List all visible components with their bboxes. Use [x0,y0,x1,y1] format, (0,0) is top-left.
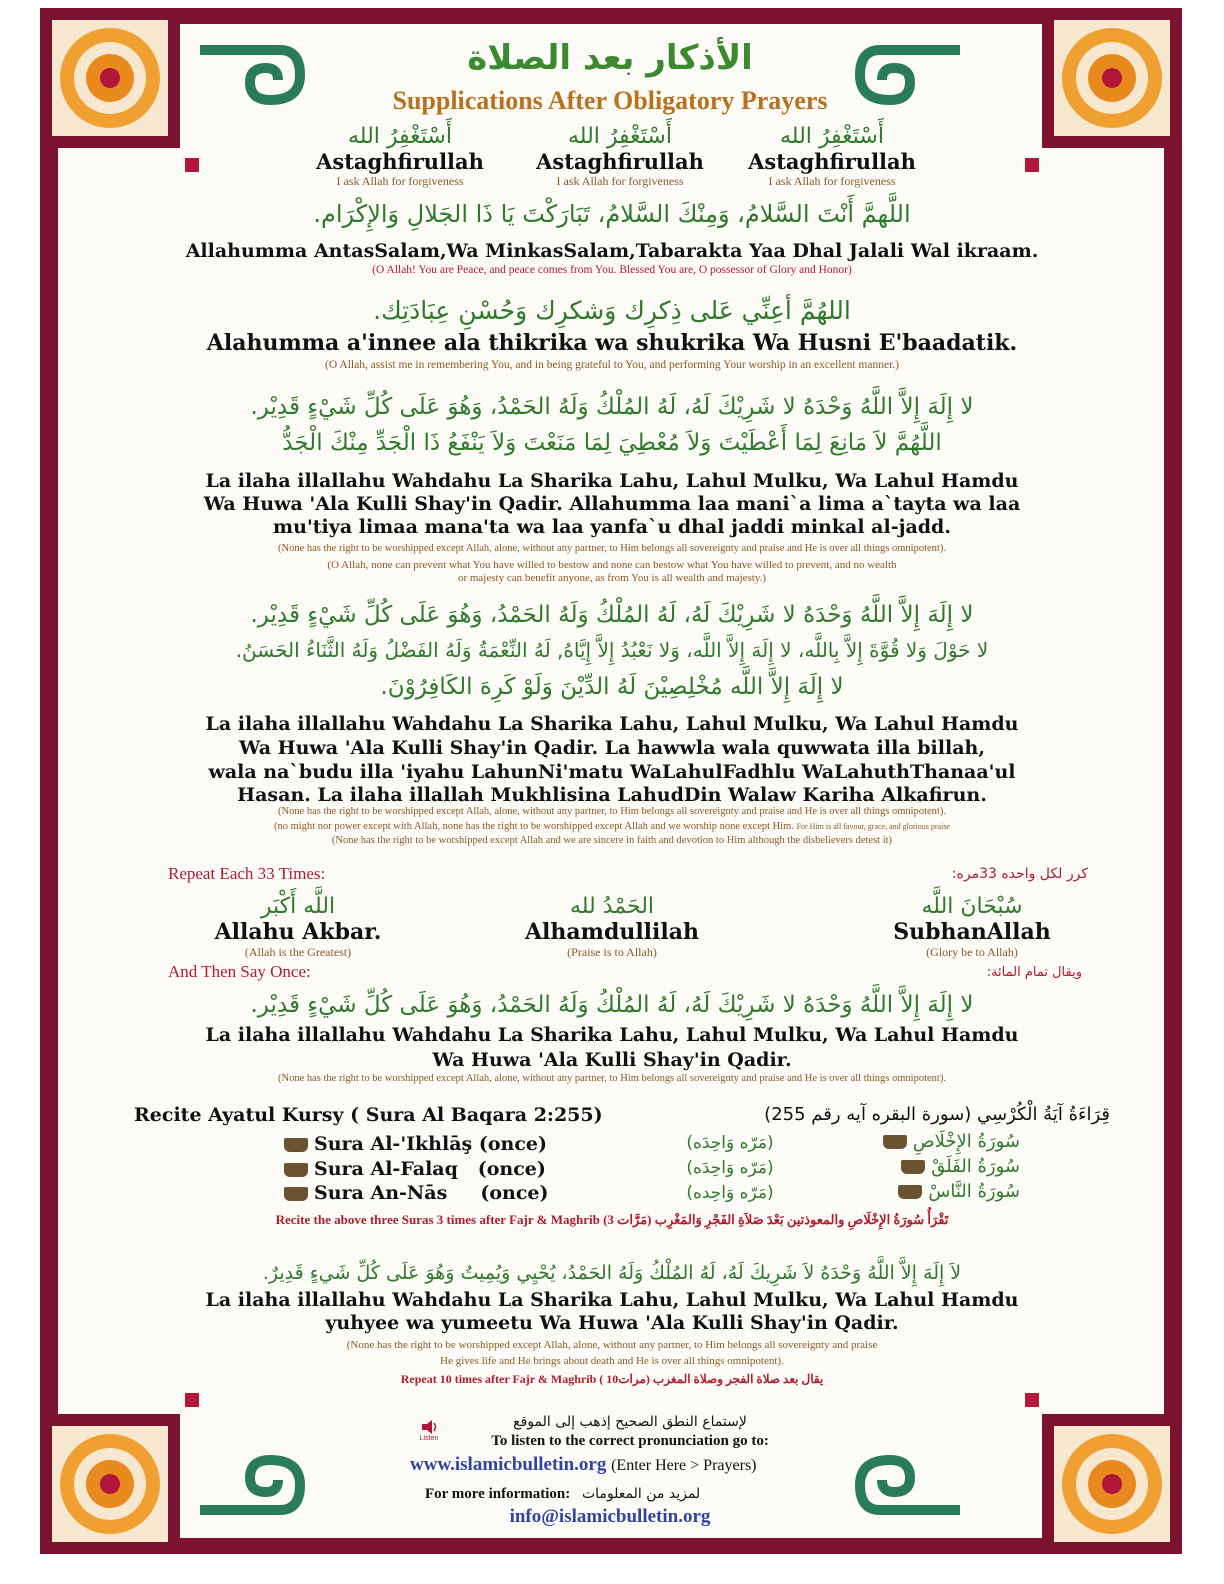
decor-square [1025,1393,1039,1407]
dua4-translation-line: (None has the right to be worshipped except Allah, alone, without any partner, to Him belongs all sovereignty and praise and He is over all things omnipotent). [278,806,946,817]
sura-item-arabic: سُورَةُ الإِخْلَاصِ [820,1131,1020,1152]
tahlil-transliteration-line: La ilaha illallahu Wahdahu La Sharika Lahu, Lahul Mulku, Wa Lahul Hamdu [205,1024,1019,1046]
dua4-transliteration-line: La ilaha illallahu Wahdahu La Sharika Lahu, Lahul Mulku, Wa Lahul Hamdu [205,713,1019,735]
email-link[interactable]: info@islamicbulletin.org [509,1506,711,1527]
repeat-33-label: Repeat Each 33 Times: [168,864,326,883]
sura-item-arabic: سُورَةُ الفَلَقْ [820,1156,1020,1177]
sura-count-arabic: (مَرّه وَاحِدَه) [686,1158,774,1178]
dua3-translation-line: or majesty can benefit anyone, as from You is all wealth and majesty.) [457,572,767,584]
dua2-transliteration: Alahumma a'innee ala thikrika wa shukrika Wa Husni E'baadatik. [206,330,1018,356]
url-line [410,1454,757,1476]
quran-book-icon [284,1138,308,1152]
dua4-translation-line: (None has the right to be worshipped except Allah and we are sincere in faith and devotion to Him although the disbelievers detest it) [331,835,893,846]
website-link[interactable]: www.islamicbulletin.org [410,1454,607,1475]
corner-tile-top-right [1042,8,1182,148]
dua2-translation: (O Allah, assist me in remembering You, and in being grateful to You, and performing Your worship in an excellent manner.) [325,359,899,371]
dua4-translation-line: (no might nor power except with Allah, none has the right to be worshipped except Allah and we worship none except Him. For Him is all favour, grace, and glorious praise [274,821,950,832]
sunburst-icon [1054,20,1170,136]
repeat-33-label-arabic: كرر لكل واحده 33مره: [951,866,1088,882]
sunburst-icon [52,20,168,136]
dua5-arabic: لاَ إِلَهَ إِلاَّ اللَّهُ وَحْدَهُ لاَ شَرِيكَ لَهُ، لَهُ المُلْكُ وَلَهُ الحَمْدُ، يُحْيِي وَيُمِيتُ وَهُوَ عَلَى كُلِّ شَيءٍ قَدِيرٌ. [262,1262,962,1284]
dua2-arabic: اللهُمَّ أعِنِّي عَلى ذِكرِك وَشكرِك وَحُسْنِ عِبَادَتِك. [373,296,851,325]
astaghfirullah-item: أَسْتَغْفِرُ الله Astaghfirullah I ask Allah for forgiveness [316,124,484,188]
decor-square [185,1393,199,1407]
quran-book-icon [901,1160,925,1174]
dua3-translation-line: (None has the right to be worshipped except Allah, alone, without any partner, to Him belongs all sovereignty and praise and He is over all things omnipotent). [278,543,946,554]
sura-count-arabic: (مَرّه وَاحِده) [686,1183,774,1203]
scroll-ornament-icon [850,1420,970,1530]
more-info-line [425,1486,700,1503]
dua3-arabic-line: لا إِلَهَ إِلاَّ اللَّهُ وَحْدَهُ لا شَرِيْكَ لَهُ، لَهُ المُلْكُ وَلَهُ الحَمْدُ، وَهُوَ عَلَى كُلِّ شَيْءٍ قَدِيْر. [250,394,974,420]
dua4-transliteration-line: Hasan. La ilaha illallah Mukhlisina LahudDin Walaw Kariha Alkafirun. [237,784,987,806]
tahlil-translation: (None has the right to be worshipped except Allah, alone, without any partner, to Him belongs all sovereignty and praise and He is over all things omnipotent). [278,1073,946,1084]
dua4-arabic-line: لا إِلَهَ إِلاَّ اللَّهُ وَحْدَهُ لا شَرِيْكَ لَهُ، لَهُ المُلْكُ وَلَهُ الحَمْدُ، وَهُوَ عَلَى كُلِّ شَيْءٍ قَدِيْر. [250,602,974,628]
dua3-transliteration-line: mu'tiya limaa mana'ta wa laa yanfa`u dhal jaddi minkal al-jadd. [273,516,951,538]
sunburst-icon [1054,1426,1170,1542]
tahlil-arabic: لا إِلَهَ إِلاَّ اللَّهُ وَحْدَهُ لا شَرِيْكَ لَهُ، لَهُ المُلْكُ وَلَهُ الحَمْدُ، وَهُوَ عَلَى كُلِّ شَيْءٍ قَدِيْر. [250,992,974,1018]
three-suras-note: Recite the above three Suras 3 times after Fajr & Maghrib (3 مَرَّات) تَقْرَأُ سُورَةُ الإِخْلَاصِ والمعوذتين بَعْدَ صَلاَةِ الفَجْرِ وَالمَغْرِب [275,1212,949,1227]
sura-item: Sura An-Nās (once) [278,1182,549,1204]
dua4-arabic-line: لا إِلَهَ إِلاَّ اللَّه مُخْلِصِيْنَ لَهُ الدِّيْنَ وَلَوْ كَرِهَ الكَافِرُوْنَ. [380,674,844,700]
url-hint: (Enter Here > Prayers) [611,1457,757,1474]
listen-label: Listen [419,1435,439,1442]
sura-item: Sura Al-'Ikhlāş (once) [278,1133,547,1155]
corner-tile-top-left [40,8,180,148]
kursy-title: Recite Ayatul Kursy ( Sura Al Baqara 2:255) [134,1104,603,1126]
dua3-translation-line: (O Allah, none can prevent what You have willed to bestow and none can bestow what You have willed to prevent, and no wealth [327,559,897,571]
dua1-arabic: اللَّهمَّ أَنْتَ السَّلامُ، وَمِنْكَ السَّلامُ، تَبَارَكْتَ يَا ذَا الجَلالِ وَالإِكْرَام. [313,200,911,228]
dua3-transliteration-line: Wa Huwa 'Ala Kulli Shay'in Qadir. Allahumma laa mani`a lima a`tayta wa laa [203,493,1021,515]
tahlil-transliteration-line: Wa Huwa 'Ala Kulli Shay'in Qadir. [432,1049,792,1071]
dua5-transliteration-line: La ilaha illallahu Wahdahu La Sharika Lahu, Lahul Mulku, Wa Lahul Hamdu [205,1289,1019,1311]
more-info-label: For more information: [425,1486,571,1502]
sunburst-icon [52,1426,168,1542]
tasbih-item: سُبْحَانَ اللَّه SubhanAllah (Glory be to Allah) [893,894,1051,959]
kursy-title-arabic: قِرَاءَةُ آيَةُ الْكُرْسِي (سورة البقره آيه رقم 255) [764,1104,1110,1125]
decor-square [1025,158,1039,172]
page-title: Supplications After Obligatory Prayers [392,86,828,115]
listen-text-arabic: لإستماع النطق الصحيح إذهب إلى الموقع [513,1414,747,1430]
dua1-transliteration: Allahumma AntasSalam,Wa MinkasSalam,Tabarakta Yaa Dhal Jalali Wal ikraam. [185,240,1039,262]
dua3-arabic-line: اللَّهُمَّ لاَ مَانِعَ لِمَا أَعْطَيْتَ وَلاَ مُعْطِيَ لِمَا مَنَعْتَ وَلاَ يَنْفَعُ ذَا الْجَدِّ مِنْكَ الْجَدُّ [282,430,942,456]
tasbih-item: الحَمْدُ لله Alhamdullilah (Praise is to Allah) [524,894,699,959]
listen-text: To listen to the correct pronunciation go to: [491,1433,769,1449]
tasbih-item: اللَّه أَكْبَر Allahu Akbar. (Allah is the Greatest) [214,894,382,959]
dua5-translation-line: He gives life and He brings about death and He is over all things omnipotent). [440,1355,784,1367]
more-info-label-arabic: لمزيد من المعلومات [582,1486,701,1502]
sura-count-arabic: (مَرّه وَاحِدَه) [686,1133,774,1153]
corner-tile-bottom-left [40,1414,180,1554]
say-once-label: And Then Say Once: [168,962,311,981]
astaghfirullah-item: أَسْتَغْفِرُ الله Astaghfirullah I ask Allah for forgiveness [748,124,916,188]
dua3-transliteration-line: La ilaha illallahu Wahdahu La Sharika Lahu, Lahul Mulku, Wa Lahul Hamdu [205,470,1019,492]
decor-square [185,158,199,172]
dua4-transliteration-line: wala na`budu illa 'iyahu LahunNi'matu WaLahulFadhlu WaLahuthThanaa'ul [208,761,1016,783]
quran-book-icon [898,1185,922,1199]
sura-item-arabic: سُورَةُ النَّاسْ [820,1181,1020,1202]
dua4-transliteration-line: Wa Huwa 'Ala Kulli Shay'in Qadir. La hawwla wala quwwata illa billah, [239,737,985,759]
quran-book-icon [883,1135,907,1149]
dua1-translation: (O Allah! You are Peace, and peace comes from You. Blessed You are, O possessor of Glory and Honor) [372,264,852,276]
quran-book-icon [284,1163,308,1177]
repeat-10-note: Repeat 10 times after Fajr & Maghrib ( 10مرات) يقال بعد صلاة الفجر وصلاة المغرب [400,1372,824,1386]
scroll-ornament-icon [190,1420,310,1530]
dua4-arabic-line: لا حَوْلَ وَلا قُوَّةَ إِلاَّ بِاللَّه، لا إِلَهَ إِلاَّ اللَّه، وَلا نَعْبُدُ إِلاَّ إِيَّاهُ, لَهُ النِّعْمَةُ وَلَهُ الفَضْلُ وَلَهُ الثَّنَاءُ الحَسَنُ. [235,638,989,662]
dua5-translation-line: (None has the right to be worshipped except Allah, alone, without any partner, to Him belongs all sovereignty and praise [346,1339,878,1351]
corner-tile-bottom-right [1042,1414,1182,1554]
quran-book-icon [284,1187,308,1201]
say-once-label-arabic: ويقال تمام المائة: [986,965,1082,980]
dua5-transliteration-line: yuhyee wa yumeetu Wa Huwa 'Ala Kulli Shay'in Qadir. [325,1312,899,1334]
astaghfirullah-item: أَسْتَغْفِرُ الله Astaghfirullah I ask Allah for forgiveness [536,124,704,188]
sura-item: Sura Al-Falaq (once) [278,1158,546,1180]
page-title-arabic: الأذكار بعد الصلاة [467,38,753,78]
